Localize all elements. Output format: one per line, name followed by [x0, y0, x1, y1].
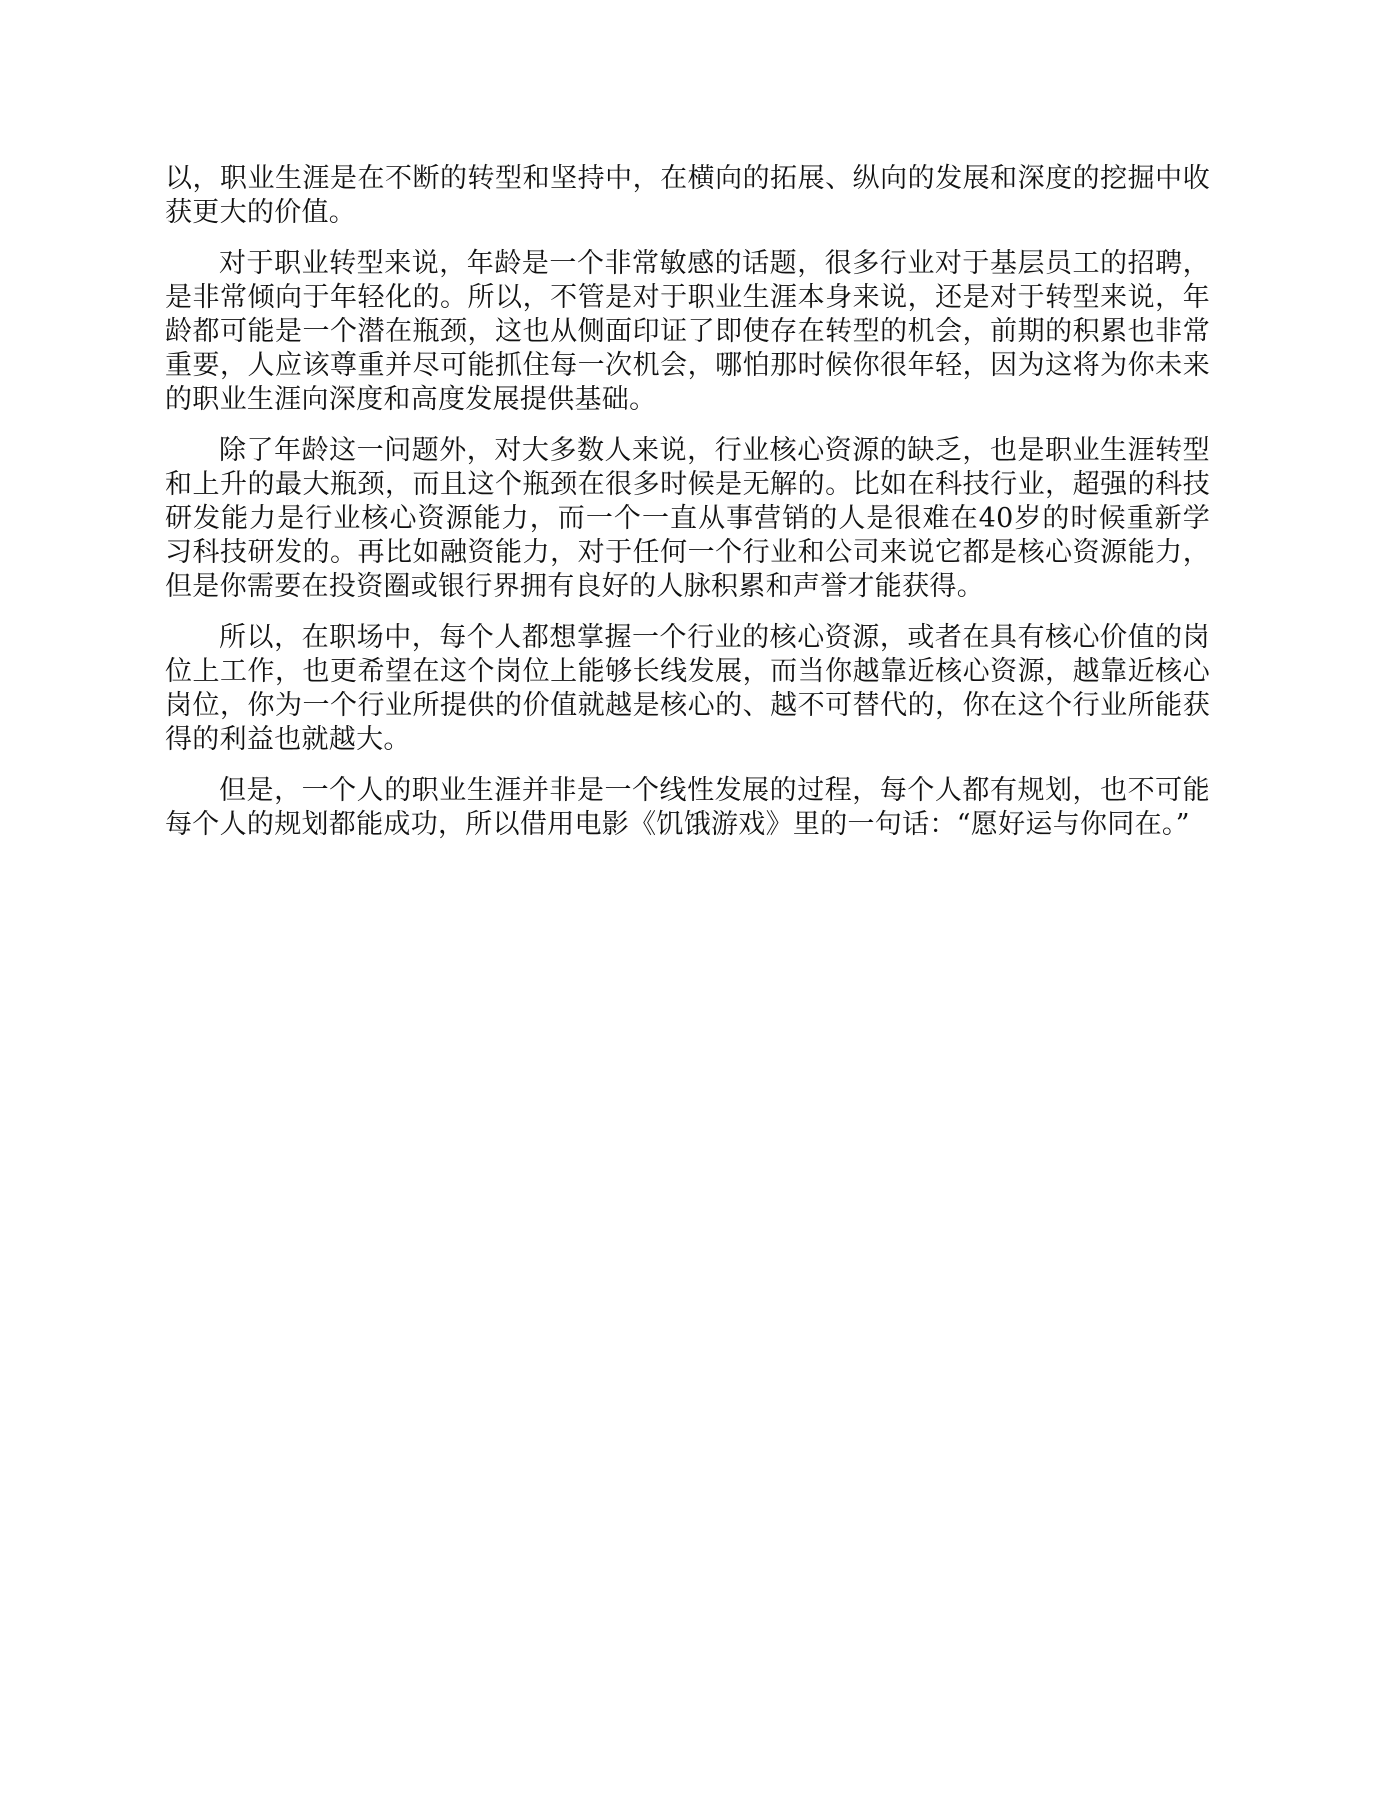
- paragraph-2: 对于职业转型来说，年龄是一个非常敏感的话题，很多行业对于基层员工的招聘，是非常倾向于年轻化的。所以，不管是对于职业生涯本身来说，还是对于转型来说，年龄都可能是一个潜在瓶颈，这也从侧面印证了即使存在转型的机会，前期的积累也非常重要，人应该尊重并尽可能抓住每一次机会，哪怕那时候你很年轻，因为这将为你未来的职业生涯向深度和高度发展提供基础。: [165, 248, 1210, 415]
- body-text: [165, 162, 1210, 859]
- paragraph-4: 所以，在职场中，每个人都想掌握一个行业的核心资源，或者在具有核心价值的岗位上工作，也更希望在这个岗位上能够长线发展，而当你越靠近核心资源，越靠近核心岗位，你为一个行业所提供的价值就越是核心的、越不可替代的，你在这个行业所能获得的利益也就越大。: [165, 622, 1210, 755]
- paragraph-3: 除了年龄这一问题外，对大多数人来说，行业核心资源的缺乏，也是职业生涯转型和上升的最大瓶颈，而且这个瓶颈在很多时候是无解的。比如在科技行业，超强的科技研发能力是行业核心资源能力，而一个一直从事营销的人是很难在40岁的时候重新学习科技研发的。再比如融资能力，对于任何一个行业和公司来说它都是核心资源能力，但是你需要在投资圈或银行界拥有良好的人脉积累和声誉才能获得。: [165, 435, 1210, 602]
- paragraph-5: 但是，一个人的职业生涯并非是一个线性发展的过程，每个人都有规划，也不可能每个人的规划都能成功，所以借用电影《饥饿游戏》里的一句话：“愿好运与你同在。”: [165, 775, 1210, 840]
- paragraph-1: 以，职业生涯是在不断的转型和坚持中，在横向的拓展、纵向的发展和深度的挖掘中收获更大的价值。: [165, 163, 1210, 228]
